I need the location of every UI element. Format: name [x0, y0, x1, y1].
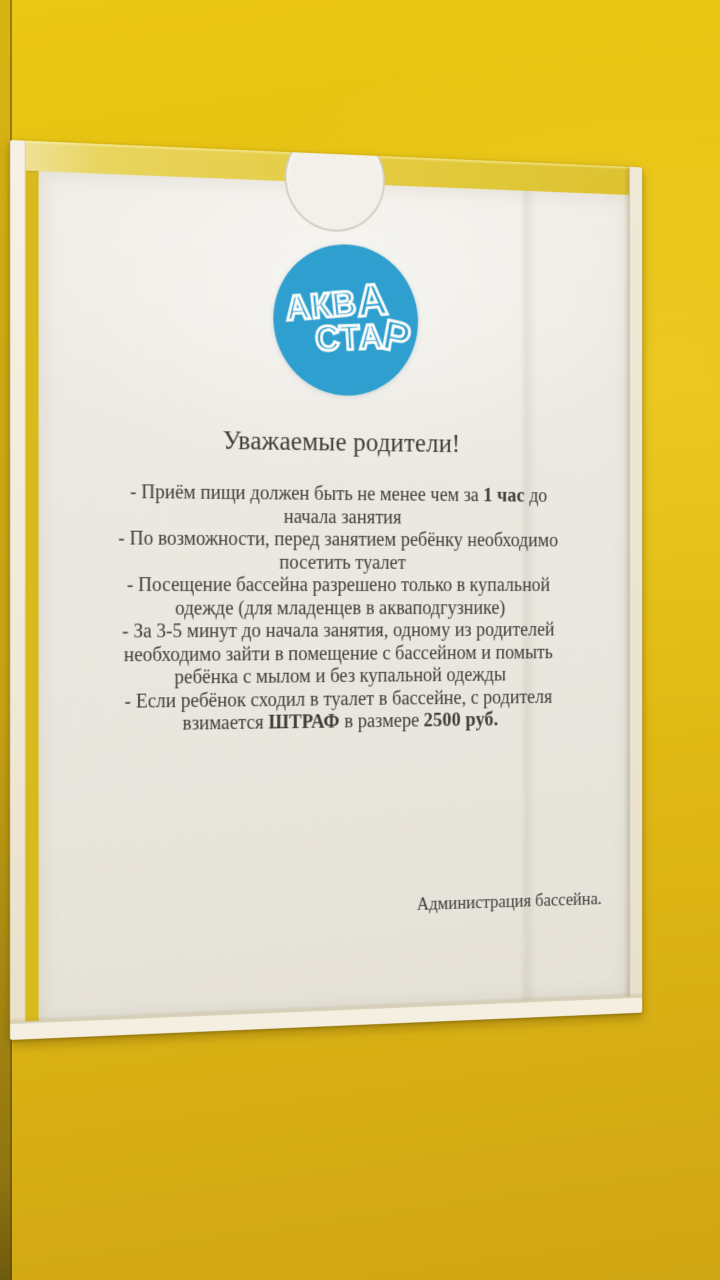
poster-paper	[39, 171, 630, 1023]
aquastar-logo	[270, 244, 420, 396]
poster-content	[39, 171, 630, 1023]
body-line: - За 3-5 минут до начала занятия, одному из родителей	[122, 619, 555, 643]
body-line: ребёнка с мылом и без купальной одежды	[174, 664, 507, 689]
logo-text-line1: АКВА	[282, 273, 391, 329]
poster-signature: Администрация бассейна.	[416, 889, 602, 915]
body-line: - Приём пищи должен быть не менее чем за 1 час до	[130, 481, 548, 507]
body-line: необходимо зайти в помещение с бассейном и помыть	[123, 641, 553, 666]
body-line: - Посещение бассейна разрешено только в купальной	[126, 574, 551, 596]
poster-heading: Уважаемые родители!	[222, 425, 461, 458]
body-line: начала занятия	[283, 505, 402, 528]
body-line: - По возможности, перед занятием ребёнку необходимо	[118, 527, 558, 552]
logo-stylized-r: Р	[378, 311, 415, 364]
sleeve-left-seam	[10, 140, 26, 1040]
poster-body	[45, 480, 625, 738]
document-sleeve	[10, 140, 642, 1040]
plastic-sleeve-wrapper	[10, 140, 642, 1040]
body-line: взимается ШТРАФ в размере 2500 руб.	[182, 709, 499, 735]
logo-text-line2: СТАР	[313, 311, 415, 364]
body-line: - Если ребёнок сходил в туалет в бассейне, с родителя	[124, 686, 553, 713]
logo-stylized-a: А	[353, 273, 391, 327]
sleeve-right-seam	[629, 167, 642, 1013]
body-line: посетить туалет	[279, 551, 406, 574]
body-line: одежде (для младенцев в акваподгузнике)	[175, 597, 506, 620]
